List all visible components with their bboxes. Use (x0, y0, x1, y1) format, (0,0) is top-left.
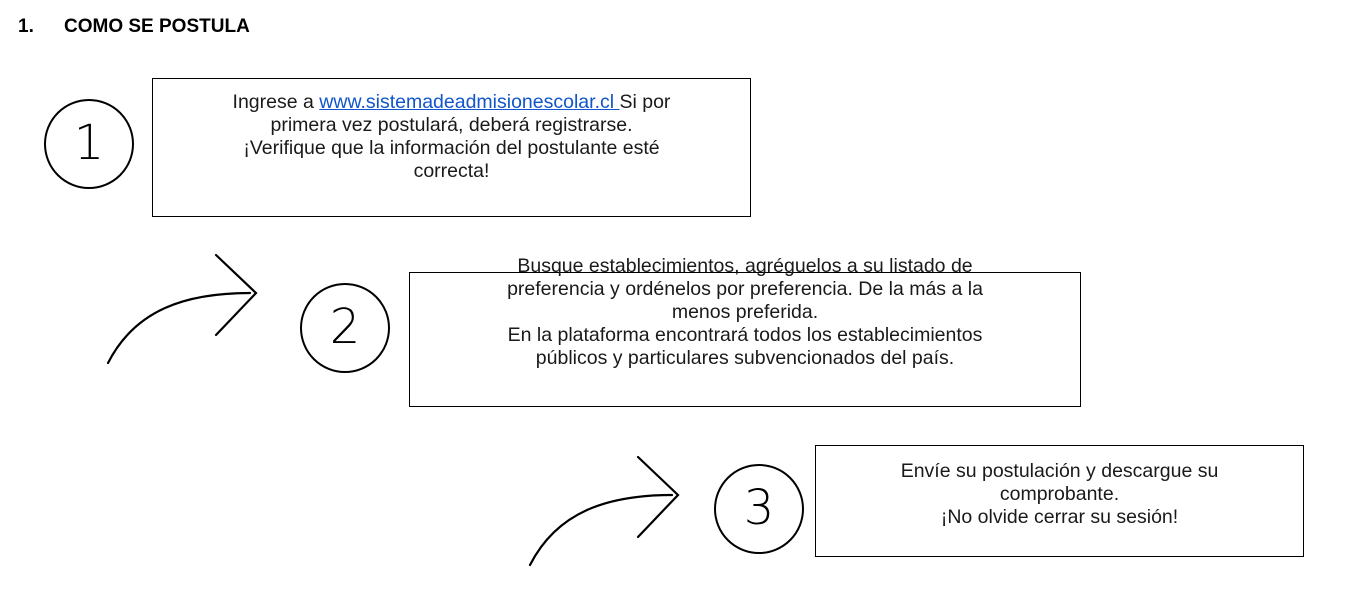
step-1-line-2: primera vez postulará, deberá registrarse. (270, 114, 633, 136)
step-2-line-5: públicos y particulares subvencionados del país. (535, 347, 955, 369)
step-3-number-circle (714, 464, 804, 554)
step-2-line-2: preferencia y ordénelos por preferencia. De la más a la (507, 278, 983, 300)
step-1-line-4: correcta! (413, 160, 490, 182)
step-3-text (815, 460, 1304, 529)
curved-arrow-icon (522, 447, 692, 572)
step-2-text (409, 255, 1081, 370)
step-1-line-3: ¡Verifique que la información del postulante esté (243, 137, 660, 159)
step-2-line-3: menos preferida. (671, 301, 819, 323)
step-1-line-1-suffix: Si por (619, 91, 671, 113)
step-2-number-circle (300, 283, 390, 373)
section-number: 1. (18, 16, 34, 37)
section-heading (18, 16, 250, 38)
step-2-number: 2 (329, 299, 361, 355)
step-3-line-3: ¡No olvide cerrar su sesión! (940, 506, 1179, 528)
step-1-number: 1 (73, 115, 105, 171)
admission-site-link[interactable]: www.sistemadeadmisionescolar.cl (319, 91, 620, 113)
section-title: COMO SE POSTULA (64, 16, 250, 37)
step-1-number-circle (44, 99, 134, 189)
step-1-line-1 (152, 91, 751, 114)
step-1-text (152, 91, 751, 183)
step-3-line-2: comprobante. (999, 483, 1120, 505)
step-3-number: 3 (743, 480, 775, 536)
curved-arrow-icon (100, 245, 270, 370)
step-2-line-4: En la plataforma encontrará todos los establecimientos (507, 324, 983, 346)
step-1-line-1-prefix: Ingrese a (232, 91, 320, 113)
step-2-line-1: Busque establecimientos, agréguelos a su listado de (517, 255, 973, 277)
step-3-line-1: Envíe su postulación y descargue su (900, 460, 1219, 482)
